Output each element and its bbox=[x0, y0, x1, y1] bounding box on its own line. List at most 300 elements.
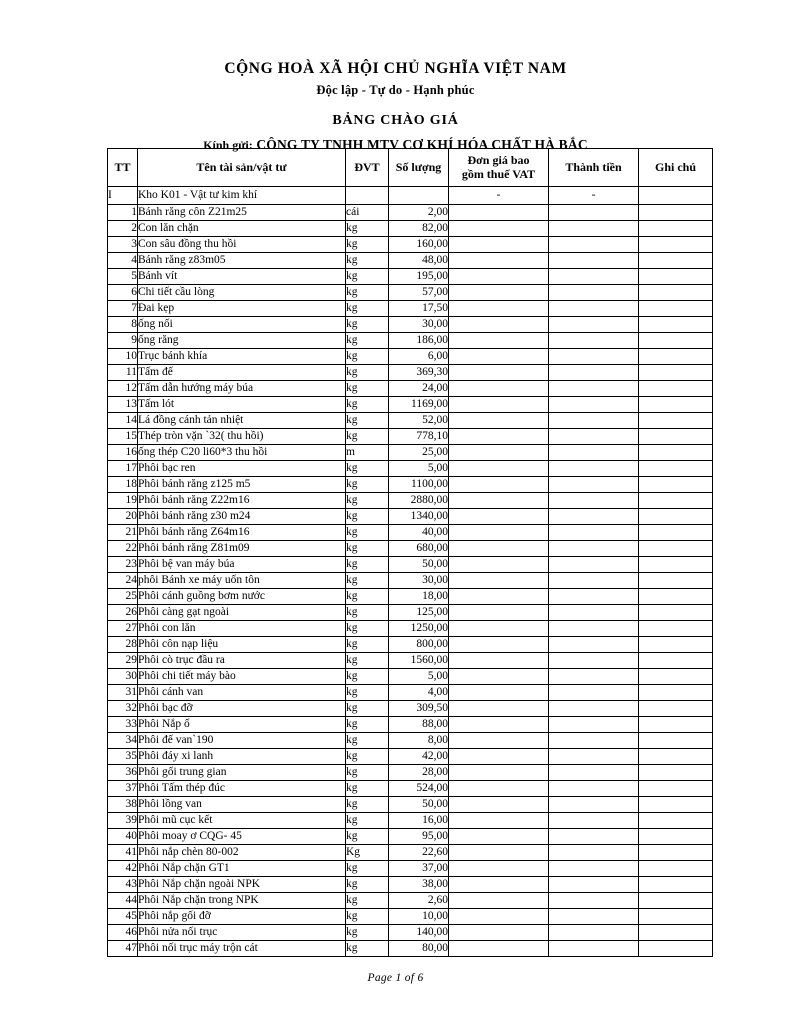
row-index: 4 bbox=[108, 253, 138, 269]
row-name: Phôi Nắp chặn GT1 bbox=[138, 861, 346, 877]
row-price bbox=[449, 493, 549, 509]
row-unit: Kg bbox=[346, 845, 389, 861]
row-price bbox=[449, 701, 549, 717]
row-amount bbox=[549, 509, 639, 525]
row-note bbox=[639, 589, 713, 605]
row-note bbox=[639, 269, 713, 285]
column-header-qty: Số lượng bbox=[389, 149, 449, 187]
row-price bbox=[449, 237, 549, 253]
table-row bbox=[108, 685, 713, 701]
row-price bbox=[449, 429, 549, 445]
row-amount bbox=[549, 621, 639, 637]
row-note bbox=[639, 461, 713, 477]
table-row bbox=[108, 413, 713, 429]
row-price bbox=[449, 365, 549, 381]
row-note bbox=[639, 445, 713, 461]
row-index: 26 bbox=[108, 605, 138, 621]
row-note bbox=[639, 909, 713, 925]
row-quantity: 4,00 bbox=[389, 685, 449, 701]
row-index: 1 bbox=[108, 205, 138, 221]
row-amount bbox=[549, 749, 639, 765]
row-name: Phôi bạc đỡ bbox=[138, 701, 346, 717]
row-quantity: 16,00 bbox=[389, 813, 449, 829]
row-quantity: 5,00 bbox=[389, 461, 449, 477]
row-price bbox=[449, 749, 549, 765]
row-amount bbox=[549, 493, 639, 509]
row-quantity: 82,00 bbox=[389, 221, 449, 237]
row-quantity: 2,00 bbox=[389, 205, 449, 221]
row-unit: kg bbox=[346, 413, 389, 429]
row-index: 27 bbox=[108, 621, 138, 637]
row-note bbox=[639, 701, 713, 717]
table-row bbox=[108, 749, 713, 765]
row-note bbox=[639, 509, 713, 525]
row-quantity: 800,00 bbox=[389, 637, 449, 653]
row-unit: kg bbox=[346, 573, 389, 589]
row-quantity: 125,00 bbox=[389, 605, 449, 621]
row-quantity: 1560,00 bbox=[389, 653, 449, 669]
row-unit: kg bbox=[346, 941, 389, 957]
row-index: 24 bbox=[108, 573, 138, 589]
row-index: 38 bbox=[108, 797, 138, 813]
row-unit: kg bbox=[346, 669, 389, 685]
row-amount bbox=[549, 877, 639, 893]
row-index: 17 bbox=[108, 461, 138, 477]
row-price bbox=[449, 893, 549, 909]
row-note bbox=[639, 717, 713, 733]
row-index: 34 bbox=[108, 733, 138, 749]
row-note bbox=[639, 349, 713, 365]
row-note bbox=[639, 525, 713, 541]
row-price bbox=[449, 573, 549, 589]
row-name: Trục bánh khía bbox=[138, 349, 346, 365]
row-amount bbox=[549, 701, 639, 717]
table-row bbox=[108, 525, 713, 541]
row-quantity: 524,00 bbox=[389, 781, 449, 797]
row-price bbox=[449, 333, 549, 349]
section-qty bbox=[389, 187, 449, 205]
row-amount bbox=[549, 541, 639, 557]
table-row bbox=[108, 445, 713, 461]
row-name: Phôi bệ van máy búa bbox=[138, 557, 346, 573]
row-note bbox=[639, 301, 713, 317]
row-unit: kg bbox=[346, 893, 389, 909]
table-row bbox=[108, 605, 713, 621]
row-note bbox=[639, 333, 713, 349]
row-quantity: 186,00 bbox=[389, 333, 449, 349]
row-name: Tấm đế bbox=[138, 365, 346, 381]
row-note bbox=[639, 765, 713, 781]
row-note bbox=[639, 653, 713, 669]
row-index: 33 bbox=[108, 717, 138, 733]
row-name: Phôi bánh răng Z81m09 bbox=[138, 541, 346, 557]
row-quantity: 24,00 bbox=[389, 381, 449, 397]
row-index: 8 bbox=[108, 317, 138, 333]
row-name: Phôi chi tiết máy bào bbox=[138, 669, 346, 685]
row-price bbox=[449, 797, 549, 813]
row-name: Bánh răng z83m05 bbox=[138, 253, 346, 269]
row-note bbox=[639, 381, 713, 397]
table-section-row bbox=[108, 187, 713, 205]
row-unit: kg bbox=[346, 461, 389, 477]
row-quantity: 25,00 bbox=[389, 445, 449, 461]
column-header-price bbox=[449, 149, 549, 187]
row-name: Phôi đế van`190 bbox=[138, 733, 346, 749]
row-name: Phôi côn nạp liệu bbox=[138, 637, 346, 653]
row-amount bbox=[549, 925, 639, 941]
row-amount bbox=[549, 285, 639, 301]
table-row bbox=[108, 893, 713, 909]
row-price bbox=[449, 765, 549, 781]
row-amount bbox=[549, 845, 639, 861]
row-amount bbox=[549, 349, 639, 365]
row-amount bbox=[549, 781, 639, 797]
row-name: Phôi đáy xi lanh bbox=[138, 749, 346, 765]
row-index: 13 bbox=[108, 397, 138, 413]
column-header-price-line1: Đơn giá bao bbox=[467, 152, 530, 167]
row-index: 42 bbox=[108, 861, 138, 877]
row-index: 37 bbox=[108, 781, 138, 797]
row-amount bbox=[549, 653, 639, 669]
row-index: 32 bbox=[108, 701, 138, 717]
row-index: 20 bbox=[108, 509, 138, 525]
row-quantity: 1340,00 bbox=[389, 509, 449, 525]
row-amount bbox=[549, 941, 639, 957]
row-name: Phôi lồng van bbox=[138, 797, 346, 813]
row-name: Tấm dẫn hướng máy búa bbox=[138, 381, 346, 397]
row-quantity: 140,00 bbox=[389, 925, 449, 941]
row-index: 39 bbox=[108, 813, 138, 829]
row-unit: kg bbox=[346, 861, 389, 877]
table-row bbox=[108, 589, 713, 605]
row-price bbox=[449, 413, 549, 429]
row-quantity: 17,50 bbox=[389, 301, 449, 317]
row-index: 29 bbox=[108, 653, 138, 669]
table-row bbox=[108, 557, 713, 573]
section-price: - bbox=[449, 187, 549, 205]
row-unit: kg bbox=[346, 637, 389, 653]
row-unit: kg bbox=[346, 381, 389, 397]
row-price bbox=[449, 221, 549, 237]
section-name: Kho K01 - Vật tư kim khí bbox=[138, 187, 346, 205]
row-quantity: 309,50 bbox=[389, 701, 449, 717]
row-amount bbox=[549, 813, 639, 829]
row-name: Con sâu đồng thu hồi bbox=[138, 237, 346, 253]
row-note bbox=[639, 829, 713, 845]
row-amount bbox=[549, 317, 639, 333]
row-unit: kg bbox=[346, 221, 389, 237]
table-row bbox=[108, 669, 713, 685]
row-quantity: 1250,00 bbox=[389, 621, 449, 637]
row-quantity: 88,00 bbox=[389, 717, 449, 733]
row-quantity: 18,00 bbox=[389, 589, 449, 605]
row-note bbox=[639, 813, 713, 829]
table-row bbox=[108, 365, 713, 381]
row-quantity: 48,00 bbox=[389, 253, 449, 269]
row-note bbox=[639, 477, 713, 493]
row-quantity: 1100,00 bbox=[389, 477, 449, 493]
row-amount bbox=[549, 269, 639, 285]
row-amount bbox=[549, 253, 639, 269]
row-unit: kg bbox=[346, 685, 389, 701]
row-index: 11 bbox=[108, 365, 138, 381]
row-unit: kg bbox=[346, 477, 389, 493]
row-name: Phôi cánh van bbox=[138, 685, 346, 701]
row-index: 19 bbox=[108, 493, 138, 509]
row-index: 15 bbox=[108, 429, 138, 445]
row-price bbox=[449, 397, 549, 413]
row-index: 40 bbox=[108, 829, 138, 845]
row-name: Phôi nắp gối đỡ bbox=[138, 909, 346, 925]
row-price bbox=[449, 509, 549, 525]
row-amount bbox=[549, 589, 639, 605]
national-title: CỘNG HOÀ XÃ HỘI CHỦ NGHĨA VIỆT NAM bbox=[224, 60, 567, 77]
table-header bbox=[108, 149, 713, 187]
row-name: Phôi cò trục đầu ra bbox=[138, 653, 346, 669]
row-unit: kg bbox=[346, 909, 389, 925]
row-unit: kg bbox=[346, 301, 389, 317]
row-price bbox=[449, 285, 549, 301]
row-price bbox=[449, 669, 549, 685]
row-amount bbox=[549, 525, 639, 541]
row-price bbox=[449, 589, 549, 605]
row-name: Lá đồng cánh tản nhiệt bbox=[138, 413, 346, 429]
row-name: Phôi bạc ren bbox=[138, 461, 346, 477]
row-name: Phôi con lăn bbox=[138, 621, 346, 637]
row-price bbox=[449, 477, 549, 493]
row-name: Thép tròn vặn `32( thu hồi) bbox=[138, 429, 346, 445]
row-index: 28 bbox=[108, 637, 138, 653]
table-row bbox=[108, 813, 713, 829]
row-unit: m bbox=[346, 445, 389, 461]
row-index: 10 bbox=[108, 349, 138, 365]
row-amount bbox=[549, 829, 639, 845]
column-header-dvt: ĐVT bbox=[346, 149, 389, 187]
table-row bbox=[108, 909, 713, 925]
row-quantity: 38,00 bbox=[389, 877, 449, 893]
row-note bbox=[639, 877, 713, 893]
row-unit: kg bbox=[346, 285, 389, 301]
row-name: Phôi cánh guồng bơm nước bbox=[138, 589, 346, 605]
table-body bbox=[108, 187, 713, 957]
row-amount bbox=[549, 893, 639, 909]
row-note bbox=[639, 861, 713, 877]
row-index: 43 bbox=[108, 877, 138, 893]
row-amount bbox=[549, 445, 639, 461]
row-name: Con lăn chặn bbox=[138, 221, 346, 237]
row-unit: kg bbox=[346, 653, 389, 669]
row-name: Phôi bánh răng Z64m16 bbox=[138, 525, 346, 541]
row-index: 14 bbox=[108, 413, 138, 429]
row-price bbox=[449, 813, 549, 829]
row-quantity: 30,00 bbox=[389, 317, 449, 333]
row-unit: kg bbox=[346, 797, 389, 813]
row-price bbox=[449, 525, 549, 541]
row-note bbox=[639, 541, 713, 557]
table-row bbox=[108, 845, 713, 861]
row-amount bbox=[549, 557, 639, 573]
row-index: 18 bbox=[108, 477, 138, 493]
column-header-note: Ghi chú bbox=[639, 149, 713, 187]
table-row bbox=[108, 477, 713, 493]
row-price bbox=[449, 301, 549, 317]
row-price bbox=[449, 461, 549, 477]
row-quantity: 50,00 bbox=[389, 797, 449, 813]
table-row bbox=[108, 877, 713, 893]
row-price bbox=[449, 557, 549, 573]
row-quantity: 6,00 bbox=[389, 349, 449, 365]
row-name: Tấm lót bbox=[138, 397, 346, 413]
row-price bbox=[449, 317, 549, 333]
row-amount bbox=[549, 381, 639, 397]
row-note bbox=[639, 605, 713, 621]
row-index: 16 bbox=[108, 445, 138, 461]
section-note bbox=[639, 187, 713, 205]
row-index: 36 bbox=[108, 765, 138, 781]
row-name: Phôi mũ cục kết bbox=[138, 813, 346, 829]
row-price bbox=[449, 381, 549, 397]
table-row bbox=[108, 493, 713, 509]
table-row bbox=[108, 509, 713, 525]
row-price bbox=[449, 637, 549, 653]
row-index: 21 bbox=[108, 525, 138, 541]
row-note bbox=[639, 749, 713, 765]
table-row bbox=[108, 765, 713, 781]
row-unit: cái bbox=[346, 205, 389, 221]
row-quantity: 2,60 bbox=[389, 893, 449, 909]
row-amount bbox=[549, 205, 639, 221]
row-quantity: 680,00 bbox=[389, 541, 449, 557]
row-unit: kg bbox=[346, 781, 389, 797]
row-note bbox=[639, 637, 713, 653]
row-unit: kg bbox=[346, 525, 389, 541]
section-amount: - bbox=[549, 187, 639, 205]
row-price bbox=[449, 621, 549, 637]
table-row bbox=[108, 317, 713, 333]
row-price bbox=[449, 349, 549, 365]
row-quantity: 195,00 bbox=[389, 269, 449, 285]
row-price bbox=[449, 685, 549, 701]
row-index: 44 bbox=[108, 893, 138, 909]
row-index: 23 bbox=[108, 557, 138, 573]
row-quantity: 37,00 bbox=[389, 861, 449, 877]
row-quantity: 57,00 bbox=[389, 285, 449, 301]
row-index: 35 bbox=[108, 749, 138, 765]
row-price bbox=[449, 925, 549, 941]
row-note bbox=[639, 573, 713, 589]
row-note bbox=[639, 797, 713, 813]
row-amount bbox=[549, 365, 639, 381]
table-row bbox=[108, 221, 713, 237]
table-row bbox=[108, 781, 713, 797]
row-price bbox=[449, 605, 549, 621]
table-row bbox=[108, 621, 713, 637]
row-amount bbox=[549, 461, 639, 477]
column-header-name: Tên tài sản/vật tư bbox=[138, 149, 346, 187]
table-row bbox=[108, 397, 713, 413]
row-note bbox=[639, 685, 713, 701]
row-name: ống thép C20 li60*3 thu hồi bbox=[138, 445, 346, 461]
table-row bbox=[108, 237, 713, 253]
table-header-row bbox=[108, 149, 713, 187]
row-price bbox=[449, 253, 549, 269]
row-name: Chi tiết cầu lòng bbox=[138, 285, 346, 301]
row-quantity: 160,00 bbox=[389, 237, 449, 253]
row-price bbox=[449, 205, 549, 221]
section-index: I bbox=[108, 187, 138, 205]
row-note bbox=[639, 733, 713, 749]
row-amount bbox=[549, 669, 639, 685]
row-name: Phôi nối trục máy trộn cát bbox=[138, 941, 346, 957]
row-note bbox=[639, 365, 713, 381]
row-name: Phôi moay ơ CQG- 45 bbox=[138, 829, 346, 845]
table-row bbox=[108, 429, 713, 445]
row-index: 46 bbox=[108, 925, 138, 941]
row-amount bbox=[549, 637, 639, 653]
table-row bbox=[108, 861, 713, 877]
row-note bbox=[639, 557, 713, 573]
row-price bbox=[449, 717, 549, 733]
table-row bbox=[108, 701, 713, 717]
row-index: 47 bbox=[108, 941, 138, 957]
table-row bbox=[108, 285, 713, 301]
row-quantity: 50,00 bbox=[389, 557, 449, 573]
row-name: Bánh vít bbox=[138, 269, 346, 285]
row-unit: kg bbox=[346, 621, 389, 637]
row-price bbox=[449, 733, 549, 749]
row-unit: kg bbox=[346, 877, 389, 893]
row-index: 2 bbox=[108, 221, 138, 237]
row-price bbox=[449, 541, 549, 557]
table-row bbox=[108, 541, 713, 557]
row-amount bbox=[549, 685, 639, 701]
row-amount bbox=[549, 413, 639, 429]
row-note bbox=[639, 205, 713, 221]
row-quantity: 95,00 bbox=[389, 829, 449, 845]
table-row bbox=[108, 205, 713, 221]
row-quantity: 80,00 bbox=[389, 941, 449, 957]
page-title: BẢNG CHÀO GIÁ bbox=[332, 113, 459, 128]
row-name: Phôi bánh răng z30 m24 bbox=[138, 509, 346, 525]
row-quantity: 2880,00 bbox=[389, 493, 449, 509]
row-index: 45 bbox=[108, 909, 138, 925]
row-unit: kg bbox=[346, 397, 389, 413]
row-quantity: 1169,00 bbox=[389, 397, 449, 413]
row-name: phôi Bánh xe máy uốn tôn bbox=[138, 573, 346, 589]
row-name: Bánh răng côn Z21m25 bbox=[138, 205, 346, 221]
column-header-amount: Thành tiền bbox=[549, 149, 639, 187]
row-quantity: 52,00 bbox=[389, 413, 449, 429]
row-name: ống nối bbox=[138, 317, 346, 333]
row-price bbox=[449, 781, 549, 797]
row-note bbox=[639, 413, 713, 429]
row-amount bbox=[549, 301, 639, 317]
row-quantity: 778,10 bbox=[389, 429, 449, 445]
row-amount bbox=[549, 861, 639, 877]
row-name: Phôi Nắp chặn trong NPK bbox=[138, 893, 346, 909]
row-index: 22 bbox=[108, 541, 138, 557]
row-unit: kg bbox=[346, 237, 389, 253]
row-name: Đai kẹp bbox=[138, 301, 346, 317]
row-amount bbox=[549, 797, 639, 813]
row-unit: kg bbox=[346, 701, 389, 717]
row-name: Phôi càng gạt ngoài bbox=[138, 605, 346, 621]
quote-table-container bbox=[107, 148, 712, 957]
table-row bbox=[108, 637, 713, 653]
row-index: 3 bbox=[108, 237, 138, 253]
row-unit: kg bbox=[346, 509, 389, 525]
column-header-tt: TT bbox=[108, 149, 138, 187]
